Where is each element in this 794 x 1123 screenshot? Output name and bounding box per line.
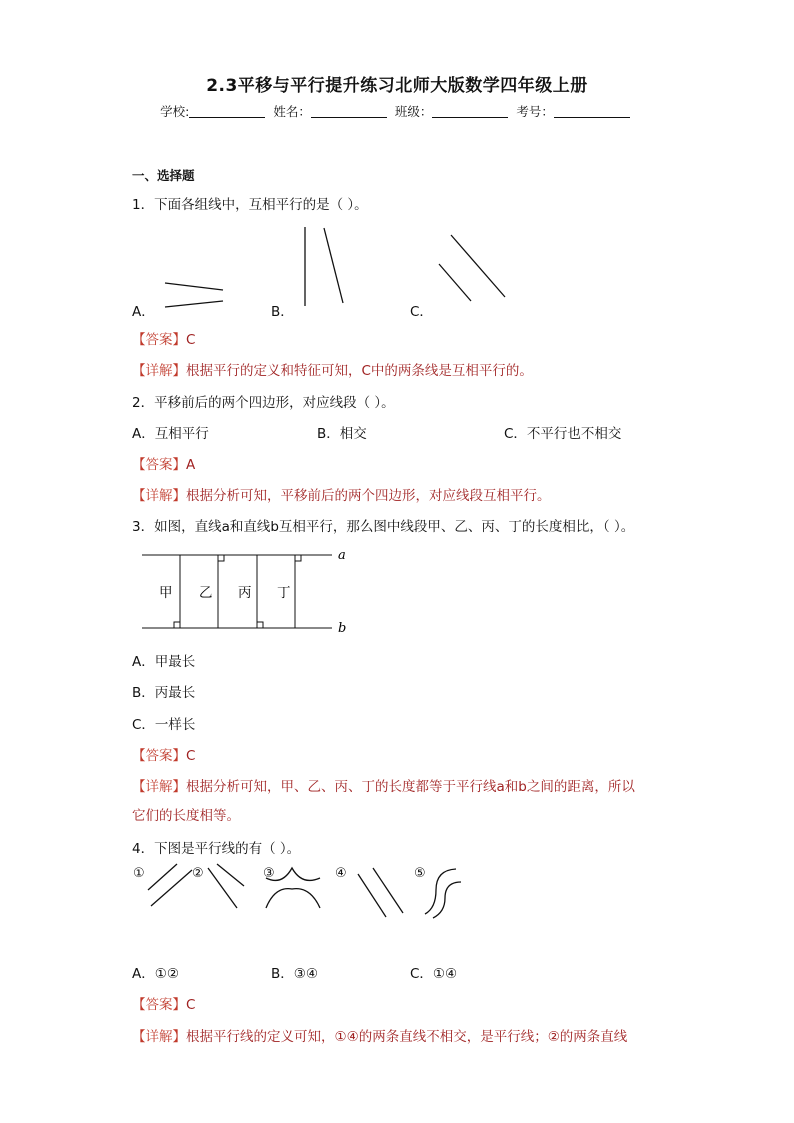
q4-label-5: ⑤ [414,866,426,881]
q1-text: 1．下面各组线中，互相平行的是（ ）。 [132,197,368,213]
q1-option-b[interactable]: B． [271,304,294,320]
q4-option-c[interactable]: C．①④ [410,966,458,982]
q4-fig5-curve-2 [433,882,461,918]
section-heading: 一、选择题 [132,168,195,183]
q3-label-seg4: 丁 [277,585,291,601]
q4-label-1: ① [133,866,145,881]
q1-option-a[interactable]: A． [132,304,155,320]
q4-fig1-line-1 [148,864,177,890]
class-label: 班级： [394,104,433,119]
q3-text: 3．如图，直线a和直线b互相平行，那么图中线段甲、乙、丙、丁的长度相比，（ ）。 [132,519,635,535]
explain-tag: 【详解】 [132,363,186,379]
q2-option-c[interactable]: C．不平行也不相交 [504,426,622,442]
q1-option-c[interactable]: C． [410,304,433,320]
q2-option-b[interactable]: B．相交 [317,426,367,442]
q4-fig2-line-2 [217,864,244,886]
q4-answer-value: C [186,997,196,1013]
page-title: 2.3平移与平行提升练习北师大版数学四年级上册 [206,76,588,96]
q4-fig2-line-1 [208,868,237,908]
answer-tag: 【答案】 [132,457,186,473]
q4-option-b[interactable]: B．③④ [271,966,318,982]
q3-label-seg1: 甲 [159,585,173,601]
q3-label-b: b [338,621,347,636]
number-label: 考号： [516,104,554,119]
q3-explain-text-1: 根据分析可知，甲、乙、丙、丁的长度都等于平行线a和b之间的距离，所以 [186,779,635,795]
q3-explanation-line-2: 它们的长度相等。 [132,808,240,824]
q4-label-4: ④ [335,866,347,881]
q2-answer-value: A [186,457,196,473]
q3-label-seg3: 丙 [238,585,252,601]
q2-option-a[interactable]: A．互相平行 [132,426,209,442]
q3-option-c[interactable]: C．一样长 [132,717,196,733]
answer-tag: 【答案】 [132,332,186,348]
school-label: 学校: [160,104,190,119]
q4-text: 4．下图是平行线的有（ ）。 [132,841,301,857]
q4-option-a[interactable]: A．①② [132,966,179,982]
answer-tag: 【答案】 [132,997,186,1013]
q3-label-seg2: 乙 [199,585,213,601]
q4-explain-text: 根据平行线的定义可知，①④的两条直线不相交，是平行线；②的两条直线 [186,1029,628,1045]
q4-fig4-line-2 [373,868,403,913]
q3-option-a[interactable]: A．甲最长 [132,654,196,670]
q4-label-2: ② [192,866,204,881]
explain-tag: 【详解】 [132,1029,186,1045]
name-label: 姓名： [273,104,311,119]
explain-tag: 【详解】 [132,488,186,504]
q4-fig3-curve-2 [266,889,320,908]
q3-answer-value: C [186,748,196,764]
q3-label-a: a [338,548,346,563]
q4-explanation [132,1025,627,1045]
q4-label-3: ③ [263,866,275,881]
q3-option-b[interactable]: B．丙最长 [132,685,196,701]
q2-text: 2．平移前后的两个四边形，对应线段（ ）。 [132,395,395,411]
q4-fig5-curve-1 [425,869,456,914]
q4-fig1-line-2 [151,870,192,906]
q1-answer-value: C [186,332,196,348]
q4-answer [132,993,195,1013]
answer-tag: 【答案】 [132,748,186,764]
q2-explain-text: 根据分析可知，平移前后的两个四边形，对应线段互相平行。 [186,488,551,504]
explain-tag: 【详解】 [132,779,186,795]
q1-explain-text: 根据平行的定义和特征可知，C中的两条线是互相平行的。 [186,363,533,379]
